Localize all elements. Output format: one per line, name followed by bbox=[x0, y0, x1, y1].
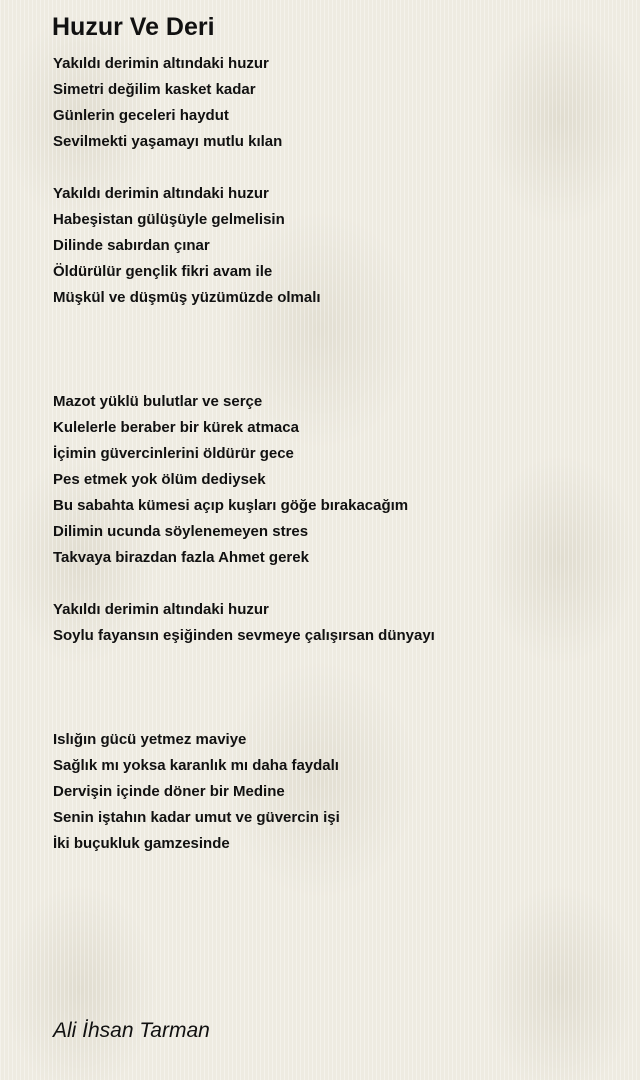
stanza-gap bbox=[53, 155, 613, 181]
poem-line: İçimin güvercinlerini öldürür gece bbox=[53, 445, 294, 462]
stanza-gap bbox=[53, 649, 613, 727]
poem-line: Pes etmek yok ölüm dediysek bbox=[53, 471, 266, 488]
poem-line: Bu sabahta kümesi açıp kuşları göğe bırakacağım bbox=[53, 497, 409, 514]
poem-line: Kulelerle beraber bir kürek atmaca bbox=[53, 419, 299, 436]
poem-author: Ali İhsan Tarman bbox=[53, 1019, 210, 1042]
poem-line: Senin iştahın kadar umut ve güvercin işi bbox=[53, 809, 340, 826]
poem-line: Dilimin ucunda söylenemeyen stres bbox=[53, 523, 309, 540]
poem-line: İki buçukluk gamzesinde bbox=[53, 835, 230, 852]
poem-line: Mazot yüklü bulutlar ve serçe bbox=[53, 393, 263, 410]
poem-line: Öldürülür gençlik fikri avam ile bbox=[53, 263, 273, 280]
stanza-gap bbox=[53, 571, 613, 597]
poem-line: Sağlık mı yoksa karanlık mı daha faydalı bbox=[53, 757, 339, 774]
poem-line: Dervişin içinde döner bir Medine bbox=[53, 783, 285, 800]
poem-line: Günlerin geceleri haydut bbox=[53, 107, 229, 124]
poem-body bbox=[53, 51, 613, 857]
poem-line: Yakıldı derimin altındaki huzur bbox=[53, 185, 269, 202]
poem-line: Dilinde sabırdan çınar bbox=[53, 237, 210, 254]
poem-line: Yakıldı derimin altındaki huzur bbox=[53, 55, 269, 72]
stanza-gap bbox=[53, 311, 613, 389]
poem-line: Sevilmekti yaşamayı mutlu kılan bbox=[53, 133, 283, 150]
poem-line: Simetri değilim kasket kadar bbox=[53, 81, 256, 98]
poem-line: Takvaya birazdan fazla Ahmet gerek bbox=[53, 549, 309, 566]
poem-line: Soylu fayansın eşiğinden sevmeye çalışırsan dünyayı bbox=[53, 627, 435, 644]
poem-title: Huzur Ve Deri bbox=[52, 13, 215, 41]
poem-line: Islığın gücü yetmez maviye bbox=[53, 731, 247, 748]
poem-line: Habeşistan gülüşüyle gelmelisin bbox=[53, 211, 285, 228]
poem-line: Müşkül ve düşmüş yüzümüzde olmalı bbox=[53, 289, 321, 306]
poem-line: Yakıldı derimin altındaki huzur bbox=[53, 601, 269, 618]
